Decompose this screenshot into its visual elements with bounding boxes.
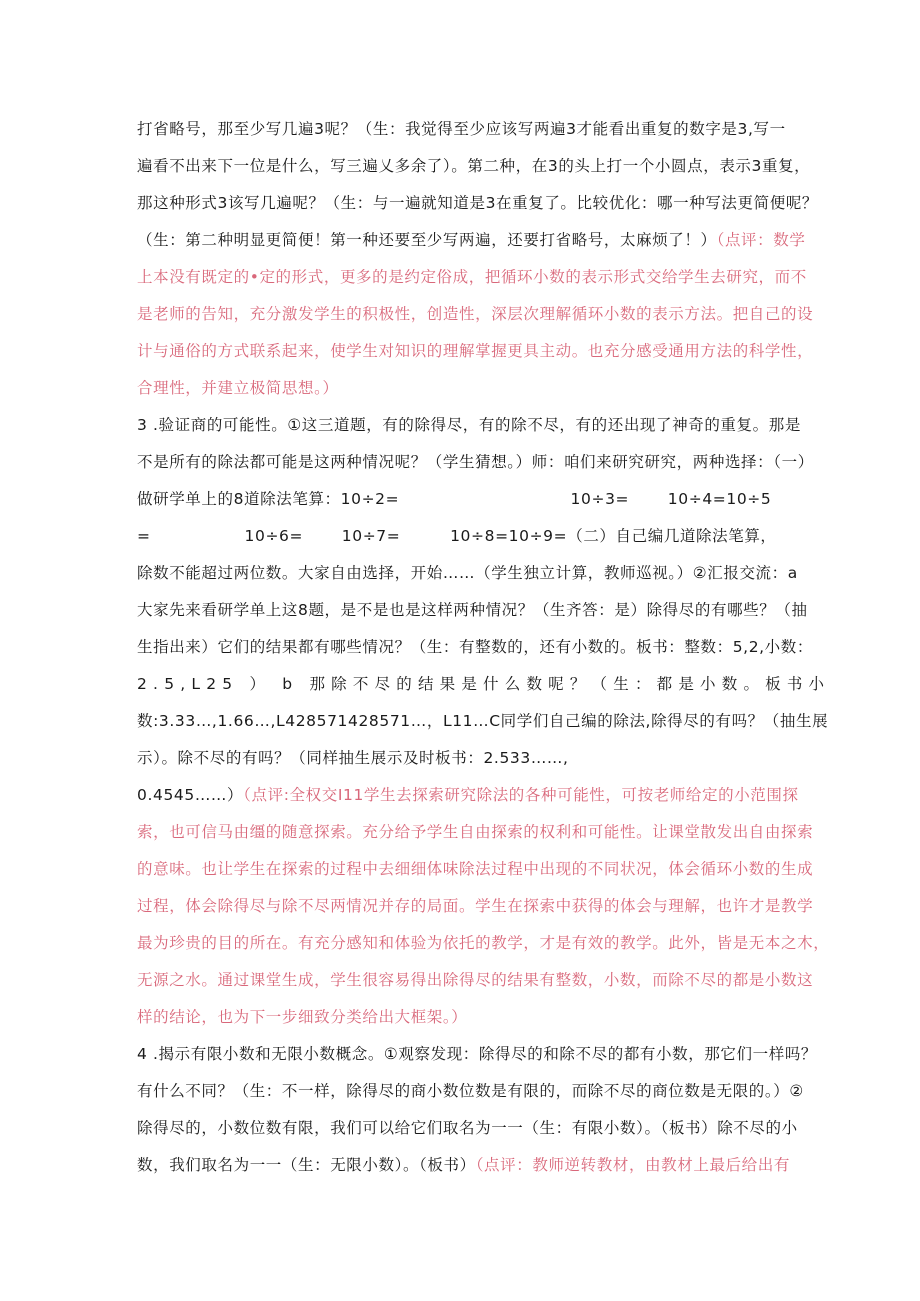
comment-line	[137, 969, 813, 991]
text-segment: 示）。除不尽的有吗？（同样抽生展示及时板书：2.533……,	[137, 749, 569, 767]
comment-line	[137, 895, 813, 917]
text-line	[137, 562, 798, 584]
text-line	[137, 414, 801, 436]
text-segment: 做研学单上的8道除法笔算：10÷2= 10÷3= 10÷4=10÷5	[137, 490, 772, 508]
text-segment: 大家先来看研学单上这8题，是不是也是这样两种情况？（生齐答：是）除得尽的有哪些？（抽	[137, 601, 808, 619]
text-line	[137, 747, 569, 769]
comment-line	[137, 932, 829, 954]
text-line	[137, 155, 810, 177]
text-line	[137, 229, 805, 251]
text-segment: 有什么不同？（生：不一样，除得尽的商小数位数是有限的，而除不尽的商位数是无限的。）②	[137, 1082, 804, 1100]
text-segment: 生指出来）它们的结果都有哪些情况？（生：有整数的，还有小数的。板书：整数：5,2,小数：	[137, 638, 813, 656]
comment-line	[137, 340, 813, 362]
comment-segment: 是老师的告知，充分激发学生的积极性，创造性，深层次理解循环小数的表示方法。把自己的设	[137, 305, 814, 323]
comment-segment: 的意味。也让学生在探索的过程中去细细体味除法过程中出现的不同状况，体会循环小数的生成	[137, 860, 814, 878]
text-segment: 遍看不出来下一位是什么，写三遍乂多余了）。第二种，在3的头上打一个小圆点，表示3重复，	[137, 157, 811, 175]
text-segment: 2.5,L25 ） b 那除不尽的结果是什么数呢？（生：都是小数。板书小	[137, 675, 831, 693]
text-line	[137, 525, 777, 547]
text-segment: 那这种形式3该写几遍呢？（生：与一遍就知道是3在重复了。比较优化：哪一种写法更简便呢？	[137, 194, 819, 212]
comment-line	[137, 303, 813, 325]
text-line	[137, 488, 771, 510]
text-line	[137, 1080, 804, 1102]
comment-line	[137, 377, 339, 399]
text-line	[137, 710, 828, 732]
text-segment: 数:3.33…,1.66…,L428571428571…，L11…C同学们自己编的除法,除得尽的有吗？（抽生展	[137, 712, 829, 730]
comment-segment: 样的结论，也为下一步细致分类给出大框架。）	[137, 1008, 468, 1026]
comment-segment: 最为珍贵的目的所在。有充分感知和体验为依托的教学，才是有效的教学。此外，皆是无本之木，	[137, 934, 830, 952]
text-line	[137, 1154, 790, 1176]
text-line	[137, 1043, 817, 1065]
comment-line	[137, 858, 813, 880]
comment-segment: 过程，体会除得尽与除不尽两情况并存的局面。学生在探索中获得的体会与理解，也许才是教学	[137, 897, 814, 915]
comment-line	[137, 1006, 467, 1028]
text-line	[137, 451, 814, 473]
comment-line	[137, 266, 807, 288]
text-line	[137, 1117, 798, 1139]
text-segment: （生：第二种明显更简便！第一种还要至少写两遍，还要打省略号，太麻烦了！）	[137, 231, 717, 249]
text-segment: 不是所有的除法都可能是这两种情况呢？（学生猜想。）师：咱们来研究研究，两种选择：（一）	[137, 453, 814, 471]
text-segment: = 10÷6= 10÷7= 10÷8=10÷9=（二）自己编几道除法笔算，	[137, 527, 777, 545]
text-line	[137, 192, 818, 214]
text-segment: 4 .揭示有限小数和无限小数概念。①观察发现：除得尽的和除不尽的都有小数，那它们一样吗？	[137, 1045, 818, 1063]
text-line	[137, 636, 813, 658]
comment-segment: 索，也可信马由缰的随意探索。充分给予学生自由探索的权利和可能性。让课堂散发出自由探索	[137, 823, 814, 841]
comment-segment: 计与通俗的方式联系起来，使学生对知识的理解掌握更具主动。也充分感受通用方法的科学性，	[137, 342, 814, 360]
comment-line	[137, 821, 813, 843]
comment-segment: 合理性，并建立极简思想。）	[137, 379, 339, 397]
comment-segment: 上本没有既定的•定的形式，更多的是约定俗成，把循环小数的表示形式交给学生去研究，而不	[137, 268, 807, 286]
text-line	[137, 118, 786, 140]
text-line	[137, 673, 830, 695]
comment-segment: 无源之水。通过课堂生成，学生很容易得出除得尽的结果有整数，小数，而除不尽的都是小数这	[137, 971, 814, 989]
text-segment: 3 .验证商的可能性。①这三道题，有的除得尽，有的除不尽，有的还出现了神奇的重复。那是	[137, 416, 801, 434]
comment-segment: （点评:全权交I11学生去探索研究除法的各种可能性，可按老师给定的小范围探	[243, 786, 799, 804]
text-segment: 0.4545……）	[137, 786, 244, 804]
text-segment: 数，我们取名为一一（生：无限小数）。（板书）	[137, 1156, 476, 1174]
comment-segment: （点评：教师逆转教材，由教材上最后给出有	[475, 1156, 790, 1174]
text-segment: 打省略号，那至少写几遍3呢？（生：我觉得至少应该写两遍3才能看出重复的数字是3,写一	[137, 120, 786, 138]
text-line	[137, 784, 799, 806]
text-segment: 除数不能超过两位数。大家自由选择，开始……（学生独立计算，教师巡视。）②汇报交流：a	[137, 564, 798, 582]
text-line	[137, 599, 808, 621]
comment-segment: （点评：数学	[716, 231, 806, 249]
text-segment: 除得尽的，小数位数有限，我们可以给它们取名为一一（生：有限小数）。（板书）除不尽的小	[137, 1119, 798, 1137]
